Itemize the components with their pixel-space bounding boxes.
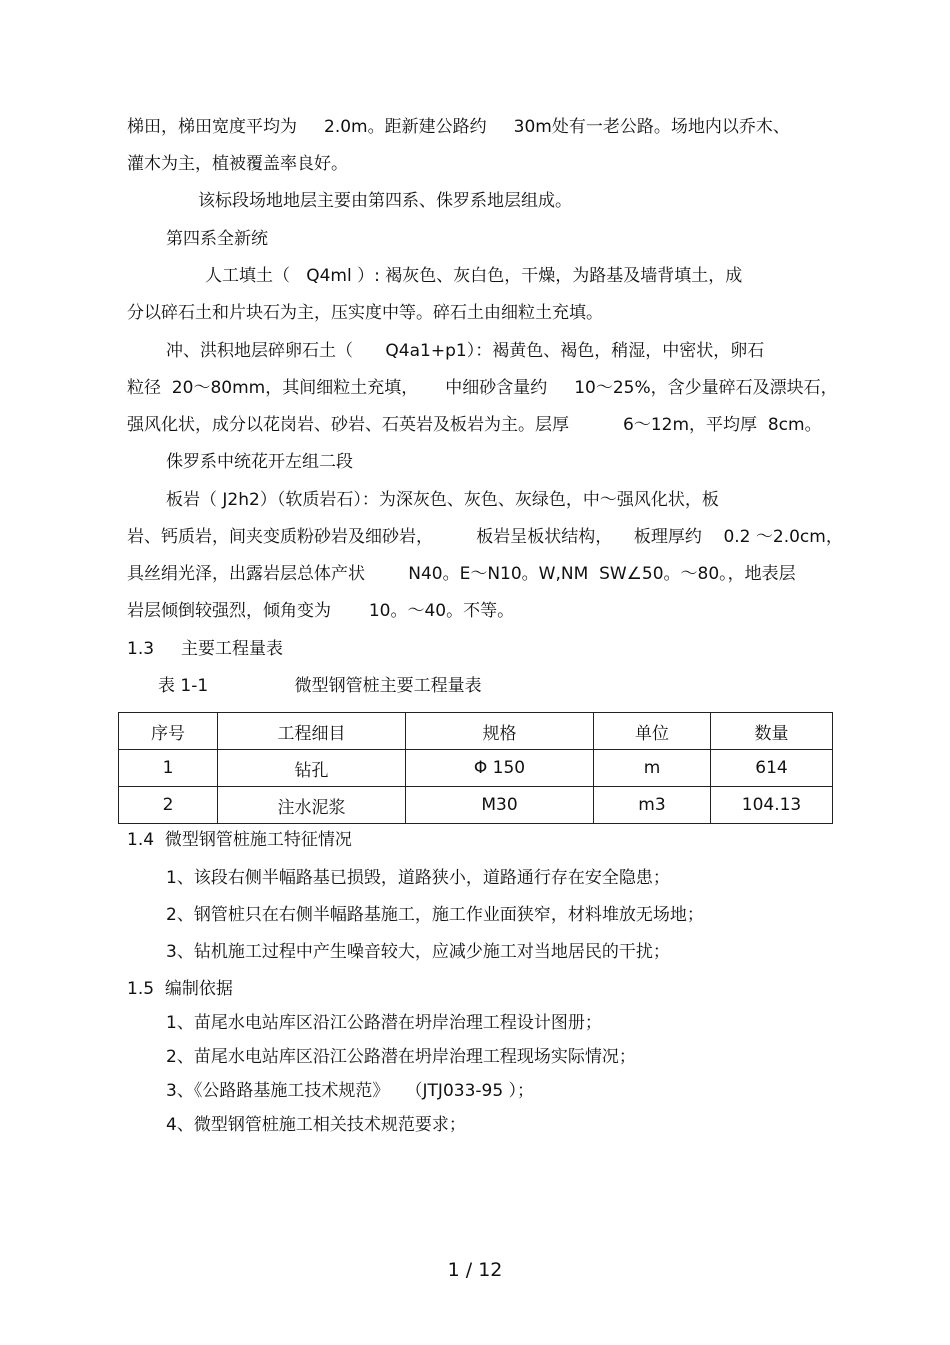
section-heading-1-4: 1.4 微型钢管桩施工特征情况 [127,830,352,850]
paragraph-line: 强风化状，成分以花岗岩、砂岩、石英岩及板岩为主。层厚 6～12m，平均厚 8cm。 [127,415,822,435]
subheading: 侏罗系中统花开左组二段 [166,452,353,472]
table-caption: 表 1-1 微型钢管桩主要工程量表 [158,676,482,696]
table-row [119,787,833,824]
table-header-cell: 工程细目 [218,713,406,750]
table-header-cell: 数量 [711,713,833,750]
subheading: 第四系全新统 [166,229,268,249]
paragraph-line: 人工填土（ Q4ml ）: 褐灰色、灰白色，干燥，为路基及墙背填土，成 [205,266,743,286]
list-item: 2、钢管桩只在右侧半幅路基施工，施工作业面狭窄，材料堆放无场地； [166,905,704,925]
table-cell: m [594,750,711,787]
paragraph-line: 灌木为主，植被覆盖率良好。 [127,154,348,174]
list-item: 3、《公路路基施工技术规范》 （JTJ033-95 ）； [166,1081,535,1101]
paragraph-line: 分以碎石土和片块石为主，压实度中等。碎石土由细粒土充填。 [127,303,603,323]
paragraph-line: 梯田，梯田宽度平均为 2.0m。距新建公路约 30m处有一老公路。场地内以乔木、 [127,117,790,137]
paragraph-line: 具丝绢光泽，出露岩层总体产状 N40。E～N10。W,NM SW∠50。～80。，地表层 [127,564,796,584]
table-cell: 614 [711,750,833,787]
paragraph-line: 岩、钙质岩，间夹变质粉砂岩及细砂岩， 板岩呈板状结构， 板理厚约 0.2 ～2.0cm， [127,527,843,547]
table-cell: 钻孔 [218,750,406,787]
list-item: 1、苗尾水电站库区沿江公路潜在坍岸治理工程设计图册； [166,1013,602,1033]
list-item: 1、该段右侧半幅路基已损毁，道路狭小，道路通行存在安全隐患； [166,868,670,888]
paragraph-line: 粒径 20～80mm，其间细粒土充填， 中细砂含量约 10～25%，含少量碎石及漂块石， [127,378,838,398]
table-cell: M30 [406,787,594,824]
table-cell: 2 [119,787,218,824]
list-item: 4、微型钢管桩施工相关技术规范要求； [166,1115,466,1135]
table-row [119,750,833,787]
table-cell: 104.13 [711,787,833,824]
table-header-cell: 序号 [119,713,218,750]
table-header-row [119,713,833,750]
section-heading-1-3: 1.3 主要工程量表 [127,639,284,659]
section-heading-1-5: 1.5 编制依据 [127,979,233,999]
paragraph-line: 该标段场地地层主要由第四系、侏罗系地层组成。 [198,191,572,211]
table-header-cell: 规格 [406,713,594,750]
table-cell: 1 [119,750,218,787]
list-item: 2、苗尾水电站库区沿江公路潜在坍岸治理工程现场实际情况； [166,1047,636,1067]
page-number: 1 / 12 [447,1259,503,1281]
table-cell: m3 [594,787,711,824]
paragraph-line: 岩层倾倒较强烈，倾角变为 10。～40。不等。 [127,601,515,621]
quantity-table [118,712,833,824]
paragraph-line: 板岩（ J2h2）（软质岩石）：为深灰色、灰色、灰绿色，中～强风化状，板 [166,490,719,510]
table-cell: Φ 150 [406,750,594,787]
paragraph-line: 冲、洪积地层碎卵石土（ Q4a1+p1）：褐黄色、褐色，稍湿，中密状，卵石 [166,341,765,361]
list-item: 3、钻机施工过程中产生噪音较大，应减少施工对当地居民的干扰； [166,942,670,962]
table-cell: 注水泥浆 [218,787,406,824]
table-header-cell: 单位 [594,713,711,750]
